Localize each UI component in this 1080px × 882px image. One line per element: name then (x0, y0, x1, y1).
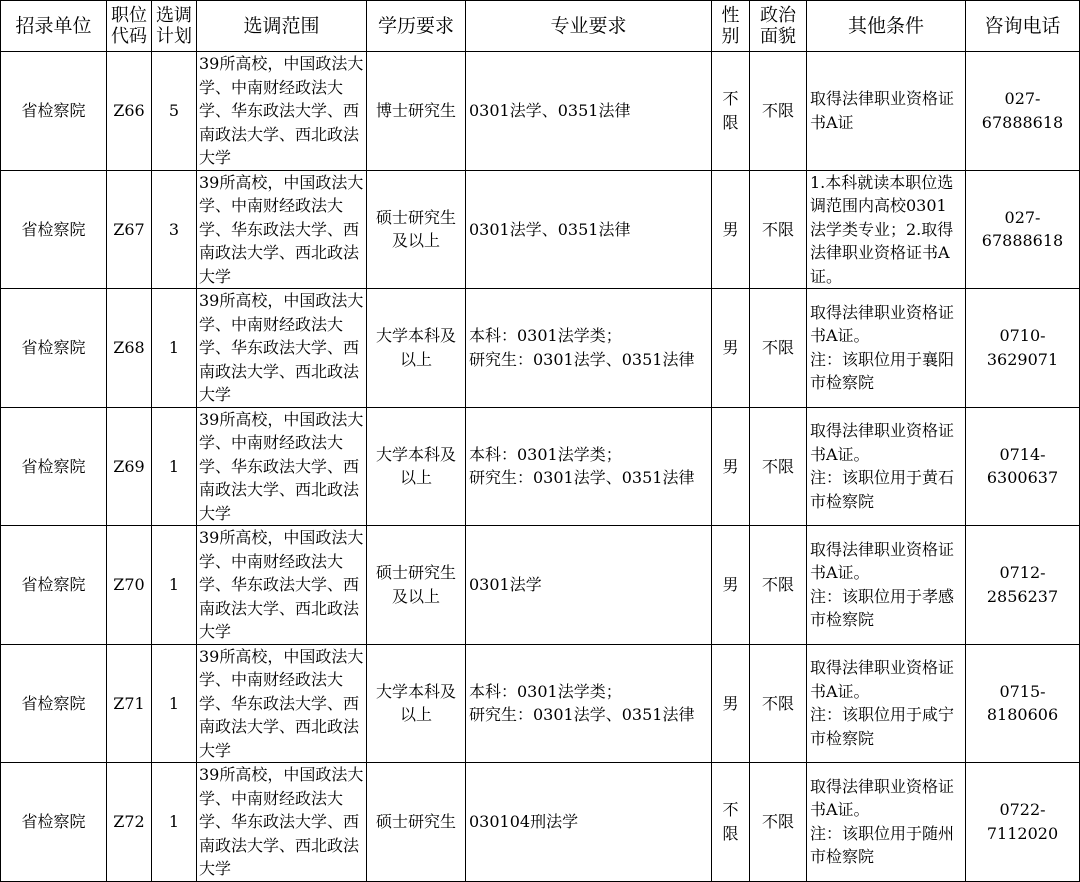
cell-code: Z71 (107, 644, 152, 763)
cell-phone: 0712-2856237 (966, 526, 1080, 645)
cell-gender: 男 (712, 407, 750, 526)
cell-code: Z69 (107, 407, 152, 526)
header-scope: 选调范围 (197, 1, 367, 52)
table-row (1, 170, 1080, 289)
cell-education: 大学本科及以上 (367, 289, 466, 408)
header-phone: 咨询电话 (966, 1, 1080, 52)
cell-major: 本科：0301法学类； 研究生：0301法学、0351法律 (466, 289, 712, 408)
cell-gender: 不限 (712, 52, 750, 171)
header-plan: 选调 计划 (152, 1, 197, 52)
cell-political: 不限 (750, 170, 807, 289)
table-row (1, 52, 1080, 171)
cell-political: 不限 (750, 644, 807, 763)
cell-major: 0301法学 (466, 526, 712, 645)
cell-other: 取得法律职业资格证书A证。 注：该职位用于襄阳市检察院 (807, 289, 966, 408)
cell-scope (197, 170, 367, 289)
cell-code: Z70 (107, 526, 152, 645)
cell-phone: 0715-8180606 (966, 644, 1080, 763)
table-row (1, 289, 1080, 408)
cell-unit: 省检察院 (1, 289, 107, 408)
cell-plan: 1 (152, 526, 197, 645)
cell-political: 不限 (750, 763, 807, 882)
header-code: 职位 代码 (107, 1, 152, 52)
cell-phone: 027-67888618 (966, 170, 1080, 289)
cell-major: 本科：0301法学类； 研究生：0301法学、0351法律 (466, 644, 712, 763)
cell-other: 取得法律职业资格证书A证。 注：该职位用于黄石市检察院 (807, 407, 966, 526)
cell-other: 取得法律职业资格证书A证。 注：该职位用于咸宁市检察院 (807, 644, 966, 763)
cell-gender: 不限 (712, 763, 750, 882)
cell-major: 030104刑法学 (466, 763, 712, 882)
cell-major: 本科：0301法学类； 研究生：0301法学、0351法律 (466, 407, 712, 526)
cell-political: 不限 (750, 407, 807, 526)
cell-education: 硕士研究生及以上 (367, 170, 466, 289)
cell-political: 不限 (750, 526, 807, 645)
table-row (1, 763, 1080, 882)
cell-political: 不限 (750, 52, 807, 171)
cell-unit: 省检察院 (1, 52, 107, 171)
cell-other: 1.本科就读本职位选调范围内高校0301法学类专业；2.取得法律职业资格证书A证。 (807, 170, 966, 289)
scope-text: 39所高校，中国政法大学、中南财经政法大学、华东政法大学、西南政法大学、西北政法大学 (199, 172, 364, 286)
scope-text: 39所高校，中国政法大学、中南财经政法大学、华东政法大学、西南政法大学、西北政法大学 (199, 291, 364, 404)
cell-major: 0301法学、0351法律 (466, 170, 712, 289)
cell-education: 硕士研究生及以上 (367, 526, 466, 645)
header-political: 政治 面貌 (750, 1, 807, 52)
table-row (1, 644, 1080, 763)
cell-gender: 男 (712, 289, 750, 408)
cell-scope (197, 52, 367, 171)
cell-plan: 5 (152, 52, 197, 171)
cell-gender: 男 (712, 170, 750, 289)
cell-unit: 省检察院 (1, 526, 107, 645)
scope-text: 39所高校，中国政法大学、中南财经政法大学、华东政法大学、西南政法大学、西北政法大学 (199, 528, 364, 641)
header-gender: 性 别 (712, 1, 750, 52)
cell-education: 博士研究生 (367, 52, 466, 171)
cell-unit: 省检察院 (1, 407, 107, 526)
header-education: 学历要求 (367, 1, 466, 52)
header-unit: 招录单位 (1, 1, 107, 52)
table-row (1, 526, 1080, 645)
cell-plan: 1 (152, 644, 197, 763)
cell-scope (197, 763, 367, 882)
scope-text: 39所高校，中国政法大学、中南财经政法大学、华东政法大学、西南政法大学、西北政法大学 (199, 765, 364, 878)
table-row (1, 407, 1080, 526)
cell-unit: 省检察院 (1, 644, 107, 763)
cell-gender: 男 (712, 644, 750, 763)
cell-political: 不限 (750, 289, 807, 408)
cell-other: 取得法律职业资格证书A证。 注：该职位用于孝感市检察院 (807, 526, 966, 645)
cell-other: 取得法律职业资格证书A证 (807, 52, 966, 171)
header-row (1, 1, 1080, 52)
cell-plan: 3 (152, 170, 197, 289)
cell-education: 大学本科及以上 (367, 644, 466, 763)
table-body (1, 52, 1080, 882)
cell-code: Z72 (107, 763, 152, 882)
header-other: 其他条件 (807, 1, 966, 52)
cell-code: Z67 (107, 170, 152, 289)
cell-scope (197, 526, 367, 645)
cell-code: Z68 (107, 289, 152, 408)
cell-phone: 027-67888618 (966, 52, 1080, 171)
cell-unit: 省检察院 (1, 170, 107, 289)
cell-scope (197, 644, 367, 763)
cell-phone: 0714-6300637 (966, 407, 1080, 526)
cell-plan: 1 (152, 407, 197, 526)
cell-plan: 1 (152, 763, 197, 882)
scope-text: 39所高校，中国政法大学、中南财经政法大学、华东政法大学、西南政法大学、西北政法大学 (199, 409, 364, 523)
cell-phone: 0722-7112020 (966, 763, 1080, 882)
cell-education: 硕士研究生 (367, 763, 466, 882)
header-major: 专业要求 (466, 1, 712, 52)
cell-phone: 0710-3629071 (966, 289, 1080, 408)
scope-text: 39所高校，中国政法大学、中南财经政法大学、华东政法大学、西南政法大学、西北政法大学 (199, 54, 364, 167)
cell-code: Z66 (107, 52, 152, 171)
cell-major: 0301法学、0351法律 (466, 52, 712, 171)
cell-plan: 1 (152, 289, 197, 408)
cell-unit: 省检察院 (1, 763, 107, 882)
cell-scope (197, 289, 367, 408)
cell-gender: 男 (712, 526, 750, 645)
cell-education: 大学本科及以上 (367, 407, 466, 526)
cell-scope (197, 407, 367, 526)
scope-text: 39所高校，中国政法大学、中南财经政法大学、华东政法大学、西南政法大学、西北政法大学 (199, 646, 364, 760)
cell-other: 取得法律职业资格证书A证。 注：该职位用于随州市检察院 (807, 763, 966, 882)
